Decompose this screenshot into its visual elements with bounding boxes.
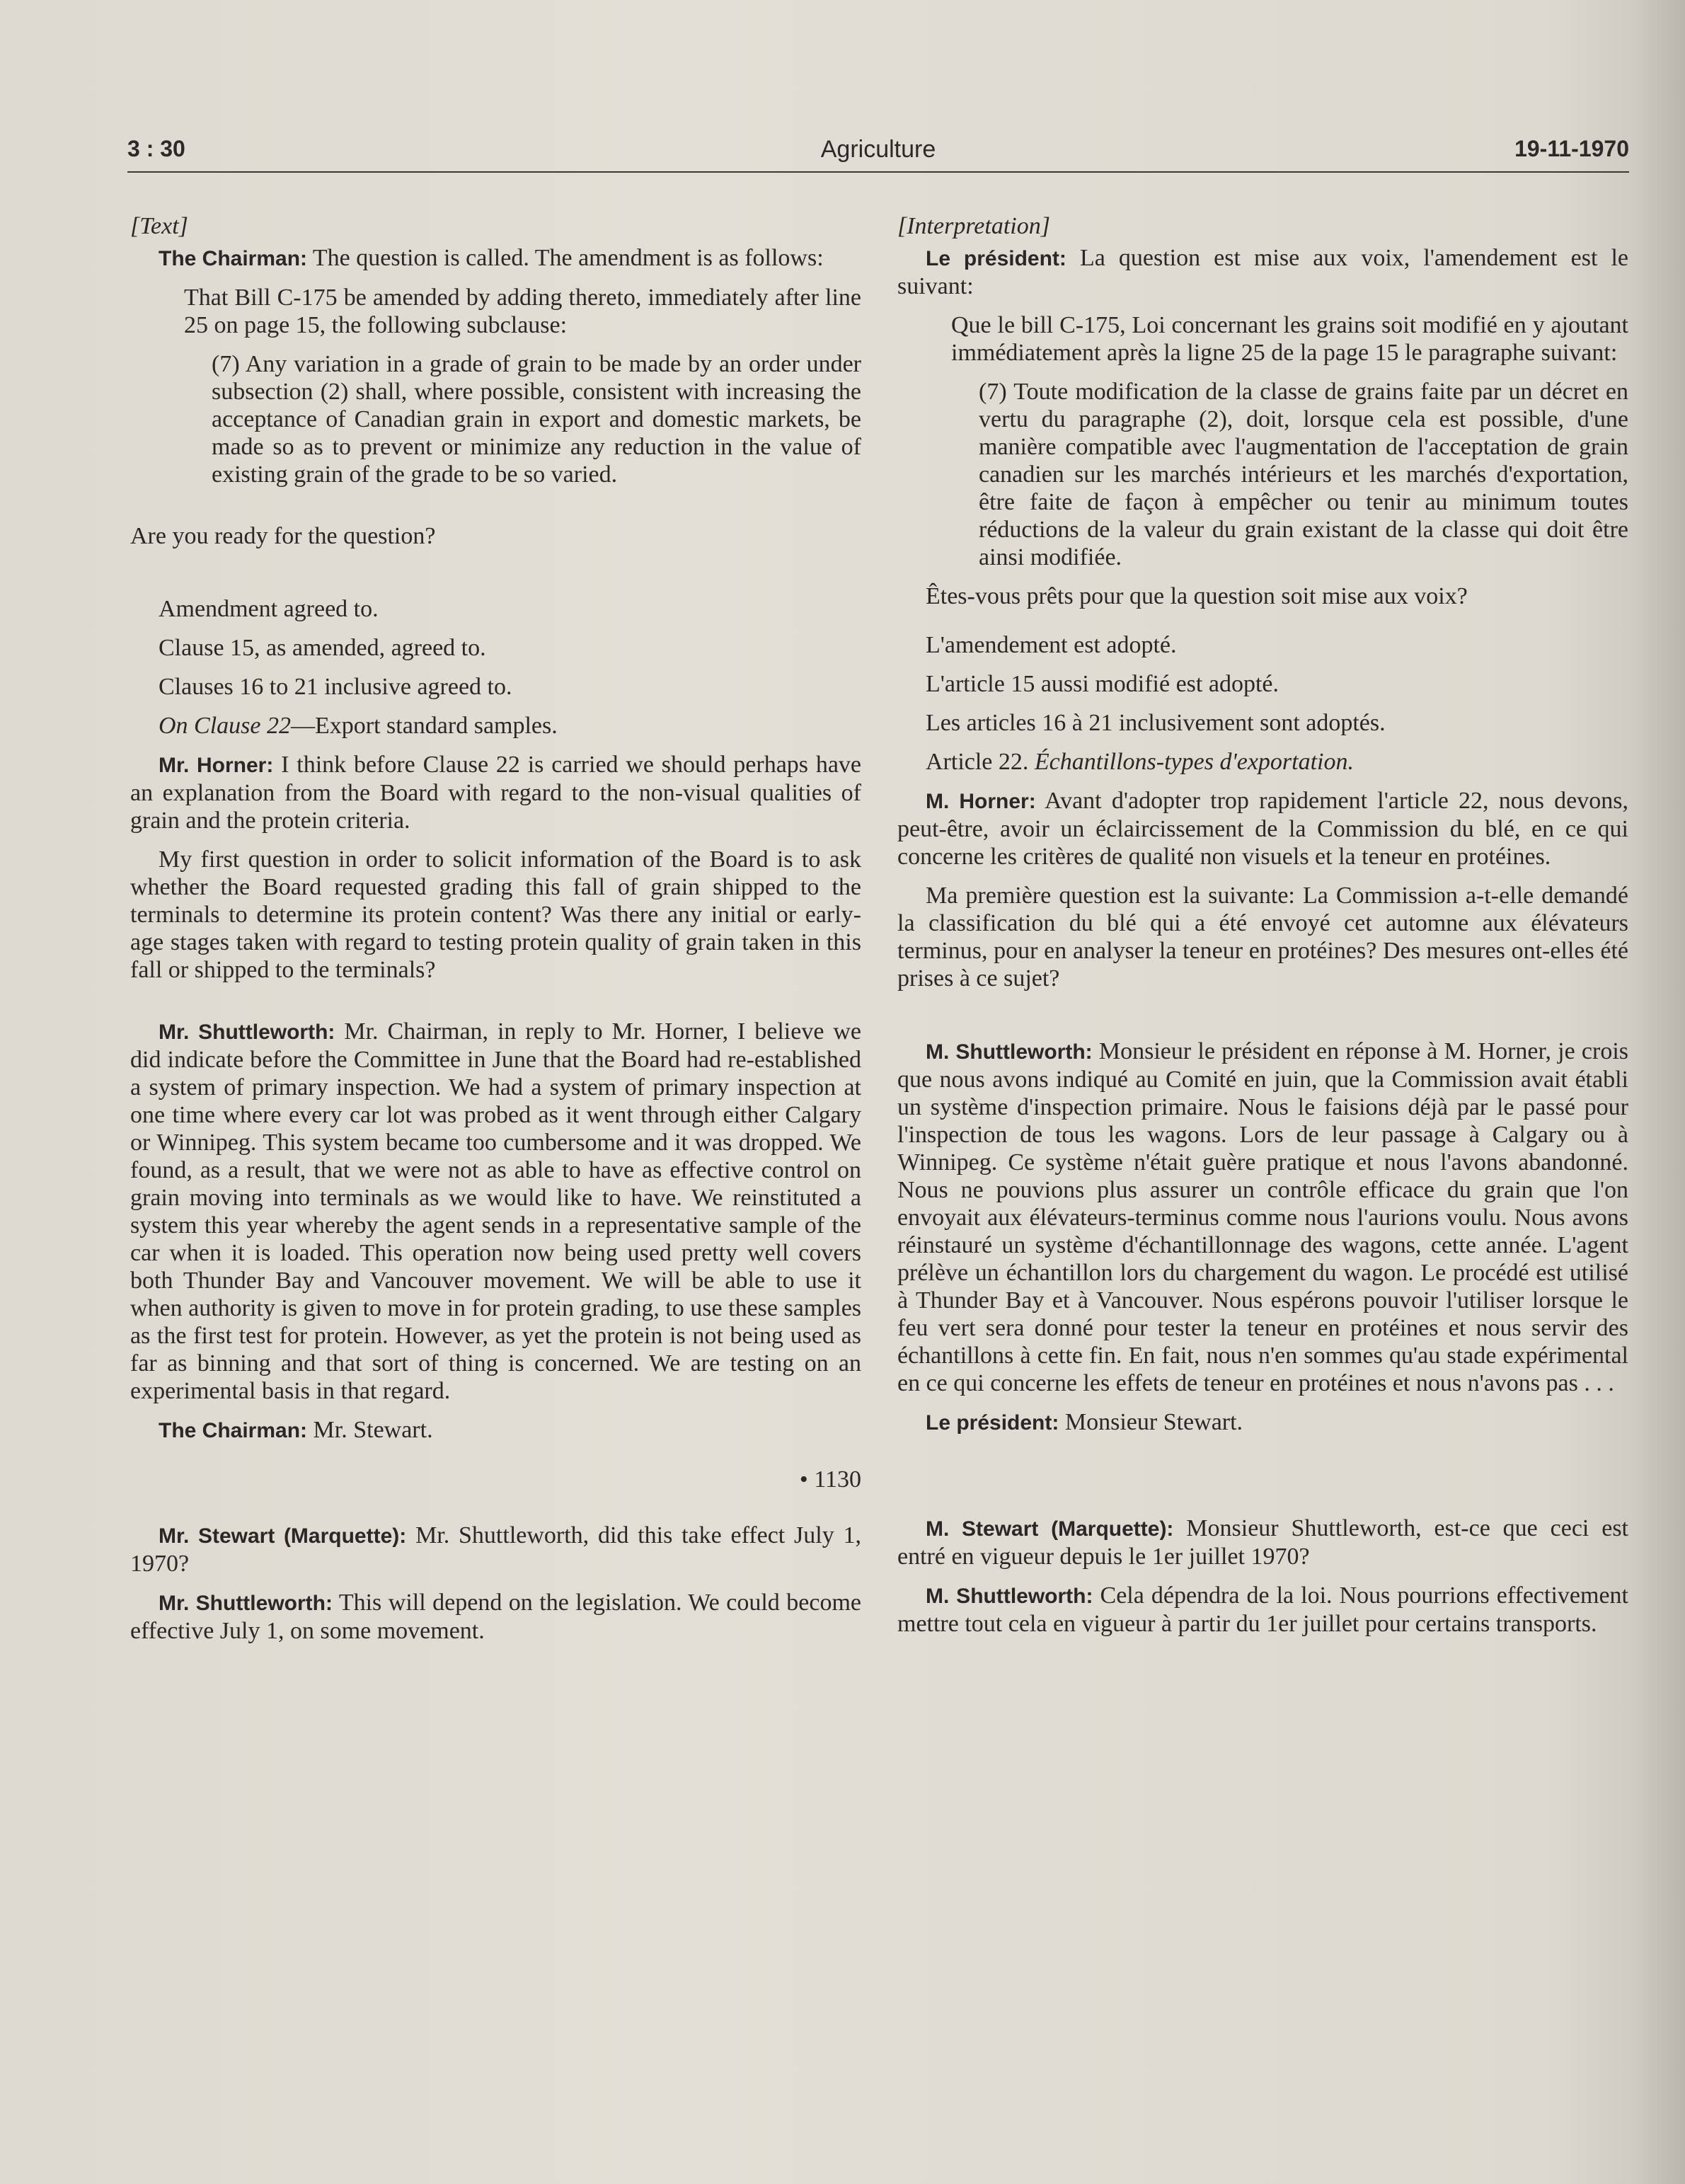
chairman-statement — [130, 244, 861, 272]
president-statement-2 — [897, 1408, 1628, 1437]
shuttleworth-reply-2 — [130, 1589, 861, 1645]
speech-text: Cela dépendra de la loi. Nous pourrions effectivement mettre tout cela en vigueur à partir du 1er juillet pour certains transports. — [897, 1582, 1628, 1637]
amendment-agreed: L'amendement est adopté. — [926, 632, 1177, 658]
french-column — [897, 212, 1628, 1649]
clause-22-label: Article 22. — [926, 749, 1035, 775]
ready-question: Êtes-vous prêts pour que la question soit mise aux voix? — [926, 583, 1468, 609]
horner-statement — [130, 751, 861, 834]
ready-question: Are you ready for the question? — [130, 523, 436, 549]
amendment-motion: Que le bill C-175, Loi concernant les grains soit modifié en y ajoutant immédiatement après la ligne 25 de la page 15 le paragraphe suivant: — [951, 312, 1628, 366]
speaker-label: M. Shuttleworth: — [926, 1040, 1093, 1064]
speech-text: The question is called. The amendment is as follows: — [307, 245, 824, 271]
speaker-label: The Chairman: — [159, 247, 308, 270]
speech-text: Monsieur le président en réponse à M. Horner, je crois que nous avons indiqué au Comité en juin, que la Commission avait établi un système d'inspection primaire. Nous le faisions déjà par le passé pour l'inspection de tous les wagons. Lors de leur passage à Calgary ou à Winnipeg. Ce système n'était guère pratique et nous l'avons abandonné. Nous ne pouvions plus assurer un contrôle efficace du grain que l'on envoyait aux élévateurs-terminus comme nous l'aurions voulu. Nous avons réinstauré un système d'échantillonnage des wagons, cette année. L'agent prélève un échantillon lors du chargement du wagon. Le procédé est utilisé à Thunder Bay et à Vancouver. Nous espérons pouvoir l'utiliser lorsque le feu vert sera donné pour tester la teneur en protéines et nous servir des échantillons à cette fin. En fait, nous n'en sommes qu'au stade expérimental en ce qui concerne les effets de teneur en protéines et nous n'avons pas . . . — [897, 1038, 1628, 1396]
clause-22-heading — [130, 712, 861, 740]
clause-15-agreed: L'article 15 aussi modifié est adopté. — [926, 671, 1279, 697]
speaker-label: Le président: — [926, 1411, 1059, 1435]
page-header — [127, 136, 1629, 171]
speaker-label: The Chairman: — [159, 1419, 308, 1442]
page-number: 3 : 30 — [127, 136, 185, 161]
speech-text: This will depend on the legislation. We could become effective July 1, on some movement. — [130, 1590, 861, 1644]
speech-text: Avant d'adopter trop rapidement l'article 22, nous devons, peut-être, avoir un éclaircissement de la Commission du blé, en ce qui concerne les critères de qualité non visuels et la teneur en protéines. — [897, 788, 1628, 870]
time-marker: • 1130 — [799, 1466, 861, 1493]
amendment-agreed: Amendment agreed to. — [159, 596, 379, 622]
header-rule — [127, 171, 1629, 173]
clause-15-agreed: Clause 15, as amended, agreed to. — [159, 635, 486, 661]
amendment-subclause: (7) Any variation in a grade of grain to be made by an order under subsection (2) shall, where possible, consistent with increasing the acceptance of Canadian grain in export and domestic markets, be made so as to prevent or minimize any reduction in the value of existing grain of the grade to be so varied. — [212, 351, 861, 488]
speaker-label: Le président: — [926, 247, 1066, 270]
stewart-question — [897, 1515, 1628, 1570]
clause-22-label: On Clause 22 — [159, 713, 291, 739]
speech-text: Mr. Chairman, in reply to Mr. Horner, I believe we did indicate before the Committee in June that the Board had re-established a system of primary inspection. We had a system of primary inspection at one time where every car lot was probed as it went through either Calgary or Winnipeg. This system became too cumbersome and it was dropped. We found, as a result, that we were not as able to have as effective control on grain moving into terminals as we would like to have. We reinstituted a system this year whereby the agent sends in a representative sample of the car when it is loaded. This operation now being used pretty well covers both Thunder Bay and Vancouver movement. We will be able to use it when authority is given to move in for protein grading, to use these samples as the first test for protein. However, as yet the protein is not being used as far as binning and that sort of thing is concerned. We are testing on an experimental basis in that regard. — [130, 1018, 862, 1404]
clauses-16-21-agreed: Les articles 16 à 21 inclusivement sont adoptés. — [926, 710, 1386, 736]
stewart-question — [130, 1522, 861, 1577]
shuttleworth-reply — [897, 1038, 1628, 1397]
clause-22-title: —Export standard samples. — [291, 713, 558, 739]
speaker-label: M. Shuttleworth: — [926, 1585, 1093, 1608]
speaker-label: Mr. Shuttleworth: — [159, 1021, 335, 1044]
speaker-label: Mr. Horner: — [159, 754, 274, 777]
amendment-motion: That Bill C-175 be amended by adding thereto, immediately after line 25 on page 15, the following subclause: — [184, 285, 861, 338]
horner-question: My first question in order to solicit information of the Board is to ask whether the Board requested grading this fall of grain shipped to the terminals to determine its protein content? Was there any initial or early-age stages taken with regard to testing protein quality of grain taken in this fall or shipped to the terminals? — [130, 846, 861, 983]
section-tag: [Text] — [130, 213, 188, 239]
speech-text: Mr. Shuttleworth, did this take effect July 1, 1970? — [130, 1522, 861, 1577]
speaker-label: M. Horner: — [926, 790, 1036, 813]
speaker-label: Mr. Stewart (Marquette): — [159, 1524, 407, 1548]
speech-text: Mr. Stewart. — [307, 1417, 433, 1443]
speaker-label: Mr. Shuttleworth: — [159, 1592, 333, 1615]
chairman-statement-2 — [130, 1416, 861, 1444]
clause-22-heading — [897, 748, 1628, 776]
speech-text: La question est mise aux voix, l'amendement est le suivant: — [897, 245, 1628, 299]
shuttleworth-reply-2 — [897, 1582, 1628, 1638]
page-title: Agriculture — [820, 136, 936, 163]
clause-22-title: Échantillons-types d'exportation. — [1034, 749, 1354, 775]
clauses-16-21-agreed: Clauses 16 to 21 inclusive agreed to. — [159, 674, 512, 700]
speaker-label: M. Stewart (Marquette): — [926, 1517, 1174, 1541]
speech-text: Monsieur Shuttleworth, est-ce que ceci est entré en vigueur depuis le 1er juillet 1970? — [897, 1515, 1628, 1570]
speech-text: I think before Clause 22 is carried we should perhaps have an explanation from the Board with regard to the non-visual qualities of grain and the protein criteria. — [130, 752, 861, 834]
horner-statement — [897, 787, 1628, 870]
horner-question: Ma première question est la suivante: La Commission a-t-elle demandé la classification du blé qui a été envoyé cet automne aux élévateurs terminus, pour en analyser la teneur en protéines? Des mesures ont-elles été prises à ce sujet? — [897, 883, 1628, 992]
speech-text: Monsieur Stewart. — [1059, 1409, 1243, 1435]
president-statement — [897, 244, 1628, 300]
amendment-subclause: (7) Toute modification de la classe de grains faite par un décret en vertu du paragraphe (2), doit, lorsque cela est possible, d'une manière compatible avec l'augmentation de l'acceptation de grain canadien sur les marchés intérieurs et les marchés d'exportation, être faite de façon à empêcher ou tenir au minimum toutes réductions de la valeur du grain existant de la classe qui doit être ainsi modifiée. — [979, 379, 1628, 570]
section-tag: [Interpretation] — [897, 213, 1050, 239]
page-date: 19-11-1970 — [1514, 136, 1629, 161]
english-column — [130, 212, 861, 1656]
shuttleworth-reply — [130, 1018, 861, 1405]
